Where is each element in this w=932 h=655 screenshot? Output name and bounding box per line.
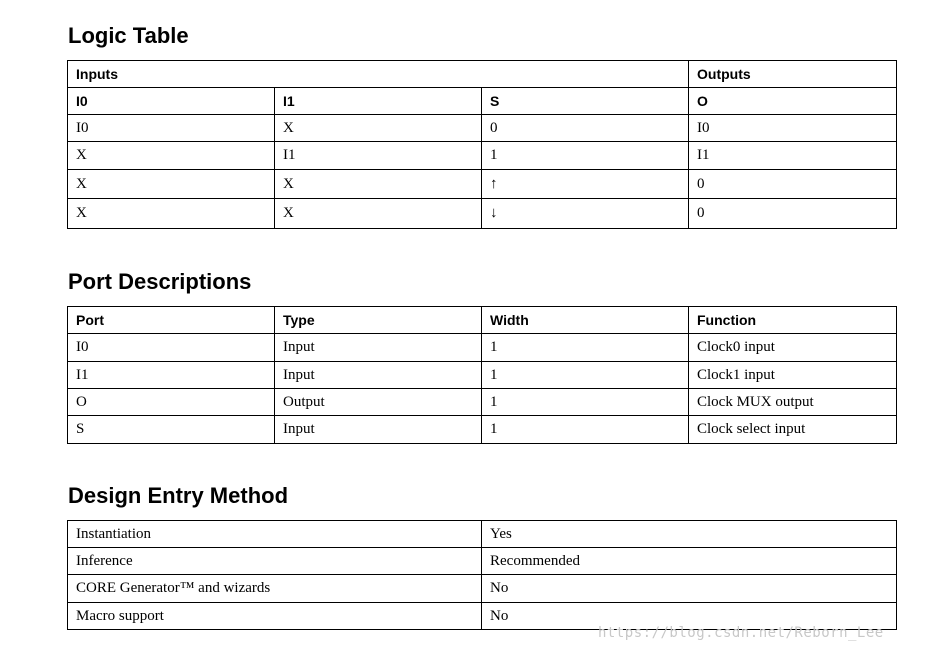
watermark: https://blog.csdn.net/Reborn_Lee	[598, 625, 884, 641]
rising-edge-icon: ↑	[482, 170, 689, 199]
table-cell: Clock1 input	[689, 362, 897, 389]
logic-table-heading: Logic Table	[68, 23, 189, 48]
design-entry-table	[67, 520, 897, 630]
table-cell: I0	[68, 334, 275, 362]
table-cell: Input	[275, 334, 482, 362]
table-row	[68, 362, 897, 389]
table-cell: Inference	[68, 548, 482, 575]
table-cell: X	[68, 170, 275, 199]
table-row	[68, 199, 897, 229]
table-cell: Yes	[482, 521, 897, 548]
column-header-s: S	[482, 88, 689, 115]
table-cell: I1	[68, 362, 275, 389]
column-header-function: Function	[689, 307, 897, 334]
table-cell: X	[275, 115, 482, 142]
table-cell: X	[275, 199, 482, 229]
table-cell: O	[68, 389, 275, 416]
table-cell: Input	[275, 362, 482, 389]
table-cell: 0	[689, 199, 897, 229]
table-row	[68, 389, 897, 416]
column-header-i1: I1	[275, 88, 482, 115]
column-header-type: Type	[275, 307, 482, 334]
table-cell: No	[482, 603, 897, 630]
table-cell: Input	[275, 416, 482, 444]
table-cell: 1	[482, 142, 689, 170]
logic-table-group-row	[68, 61, 897, 88]
table-cell: X	[68, 142, 275, 170]
table-cell: 1	[482, 416, 689, 444]
column-header-port: Port	[68, 307, 275, 334]
table-cell: 1	[482, 389, 689, 416]
outputs-group-header: Outputs	[689, 61, 897, 88]
table-cell: 0	[689, 170, 897, 199]
table-cell: I0	[689, 115, 897, 142]
table-cell: Clock select input	[689, 416, 897, 444]
port-descriptions-table	[67, 306, 897, 444]
inputs-group-header: Inputs	[68, 61, 689, 88]
table-cell: X	[68, 199, 275, 229]
table-cell: CORE Generator™ and wizards	[68, 575, 482, 603]
table-row	[68, 416, 897, 444]
table-row	[68, 170, 897, 199]
logic-table-header-row	[68, 88, 897, 115]
table-cell: No	[482, 575, 897, 603]
table-cell: Clock0 input	[689, 334, 897, 362]
table-cell: X	[275, 170, 482, 199]
table-cell: 1	[482, 334, 689, 362]
table-cell: Recommended	[482, 548, 897, 575]
falling-edge-icon: ↓	[482, 199, 689, 229]
column-header-i0: I0	[68, 88, 275, 115]
port-table-header-row	[68, 307, 897, 334]
table-cell: 1	[482, 362, 689, 389]
table-cell: Instantiation	[68, 521, 482, 548]
table-row	[68, 142, 897, 170]
table-cell: Output	[275, 389, 482, 416]
logic-table	[67, 60, 897, 229]
table-cell: 0	[482, 115, 689, 142]
column-header-o: O	[689, 88, 897, 115]
port-descriptions-heading: Port Descriptions	[68, 269, 252, 294]
table-row	[68, 575, 897, 603]
table-cell: Clock MUX output	[689, 389, 897, 416]
table-cell: I1	[689, 142, 897, 170]
table-cell: I1	[275, 142, 482, 170]
design-entry-heading: Design Entry Method	[68, 483, 289, 508]
table-cell: Macro support	[68, 603, 482, 630]
column-header-width: Width	[482, 307, 689, 334]
table-row	[68, 521, 897, 548]
table-cell: S	[68, 416, 275, 444]
table-cell: I0	[68, 115, 275, 142]
table-row	[68, 548, 897, 575]
table-row	[68, 115, 897, 142]
table-row	[68, 334, 897, 362]
